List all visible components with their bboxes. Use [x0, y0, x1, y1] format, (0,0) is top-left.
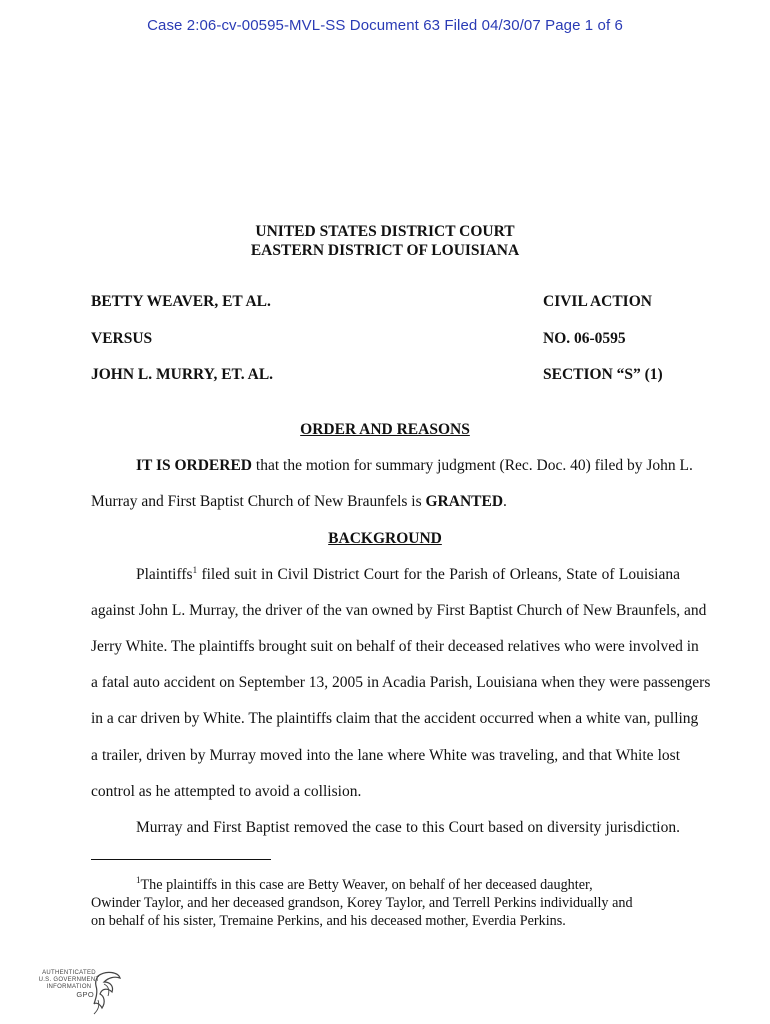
- footnote-line-1: [136, 877, 725, 894]
- background-heading: BACKGROUND: [328, 530, 442, 547]
- gpo-seal-line-3: INFORMATION: [46, 984, 92, 990]
- order-line-1: [136, 457, 693, 475]
- gpo-seal-line-4: GPO: [76, 990, 94, 999]
- gpo-seal-line-1: AUTHENTICATED: [42, 970, 96, 976]
- background-line-6: a trailer, driven by Murray moved into the lane where White was traveling, and that White lost: [91, 747, 680, 764]
- court-name-line-2: EASTERN DISTRICT OF LOUISIANA: [250, 242, 520, 259]
- eagle-icon: [92, 970, 122, 1016]
- footnote-line-3: on behalf of his sister, Tremaine Perkins, and his deceased mother, Everdia Perkins.: [91, 913, 566, 929]
- gpo-authentication-seal: [38, 970, 128, 1016]
- footnote-line-1-text: The plaintiffs in this case are Betty Weaver, on behalf of her deceased daughter,: [140, 877, 593, 893]
- background-line-1-rest: filed suit in Civil District Court for the Parish of Orleans, State of Louisiana: [197, 566, 680, 583]
- order-granted-bold: GRANTED: [425, 493, 504, 510]
- document-header-stamp: Case 2:06-cv-00595-MVL-SS Document 63 Filed 04/30/07 Page 1 of 6: [147, 17, 623, 34]
- court-name-block: [0, 222, 770, 260]
- caption-plaintiff: BETTY WEAVER, ET AL.: [91, 293, 271, 310]
- court-name-line-1: UNITED STATES DISTRICT COURT: [255, 223, 515, 240]
- background-line-1: [136, 566, 680, 584]
- order-line-2-start: Murray and First Baptist Church of New Braunfels is: [91, 493, 426, 510]
- background-line-4: a fatal auto accident on September 13, 2005 in Acadia Parish, Louisiana when they were passengers: [91, 674, 711, 691]
- background-line-5: in a car driven by White. The plaintiffs claim that the accident occurred when a white van, pulling: [91, 710, 699, 727]
- caption-action-type: CIVIL ACTION: [543, 293, 652, 310]
- caption-defendant: JOHN L. MURRY, ET. AL.: [91, 366, 274, 383]
- footnote-reference: 1: [192, 565, 198, 575]
- background-line-3: Jerry White. The plaintiffs brought suit on behalf of their deceased relatives who were involved in: [91, 638, 699, 655]
- background-line-7: control as he attempted to avoid a collision.: [91, 783, 362, 800]
- gpo-seal-line-2: U.S. GOVERNMENT: [38, 977, 100, 983]
- gpo-seal-text: [38, 970, 100, 998]
- order-line-2: [91, 493, 680, 511]
- background-line-2: against John L. Murray, the driver of the van owned by First Baptist Church of New Braunfels, and: [91, 602, 707, 619]
- caption-case-number: NO. 06-0595: [543, 330, 626, 347]
- order-line-1-rest: that the motion for summary judgment (Rec. Doc. 40) filed by John L.: [252, 457, 693, 474]
- footnote-line-2: Owinder Taylor, and her deceased grandson, Korey Taylor, and Terrell Perkins individually and: [91, 895, 633, 911]
- order-lead-bold: IT IS ORDERED: [136, 457, 253, 474]
- footnote-marker: 1: [136, 875, 141, 885]
- background-first-word: Plaintiffs: [136, 566, 193, 583]
- caption-versus: VERSUS: [91, 330, 153, 347]
- removal-line: Murray and First Baptist removed the case to this Court based on diversity jurisdiction.: [136, 819, 680, 836]
- order-line-2-end: .: [503, 493, 507, 510]
- order-heading: ORDER AND REASONS: [300, 421, 470, 438]
- caption-section: SECTION “S” (1): [543, 366, 663, 383]
- footnote-separator-rule: [91, 859, 271, 860]
